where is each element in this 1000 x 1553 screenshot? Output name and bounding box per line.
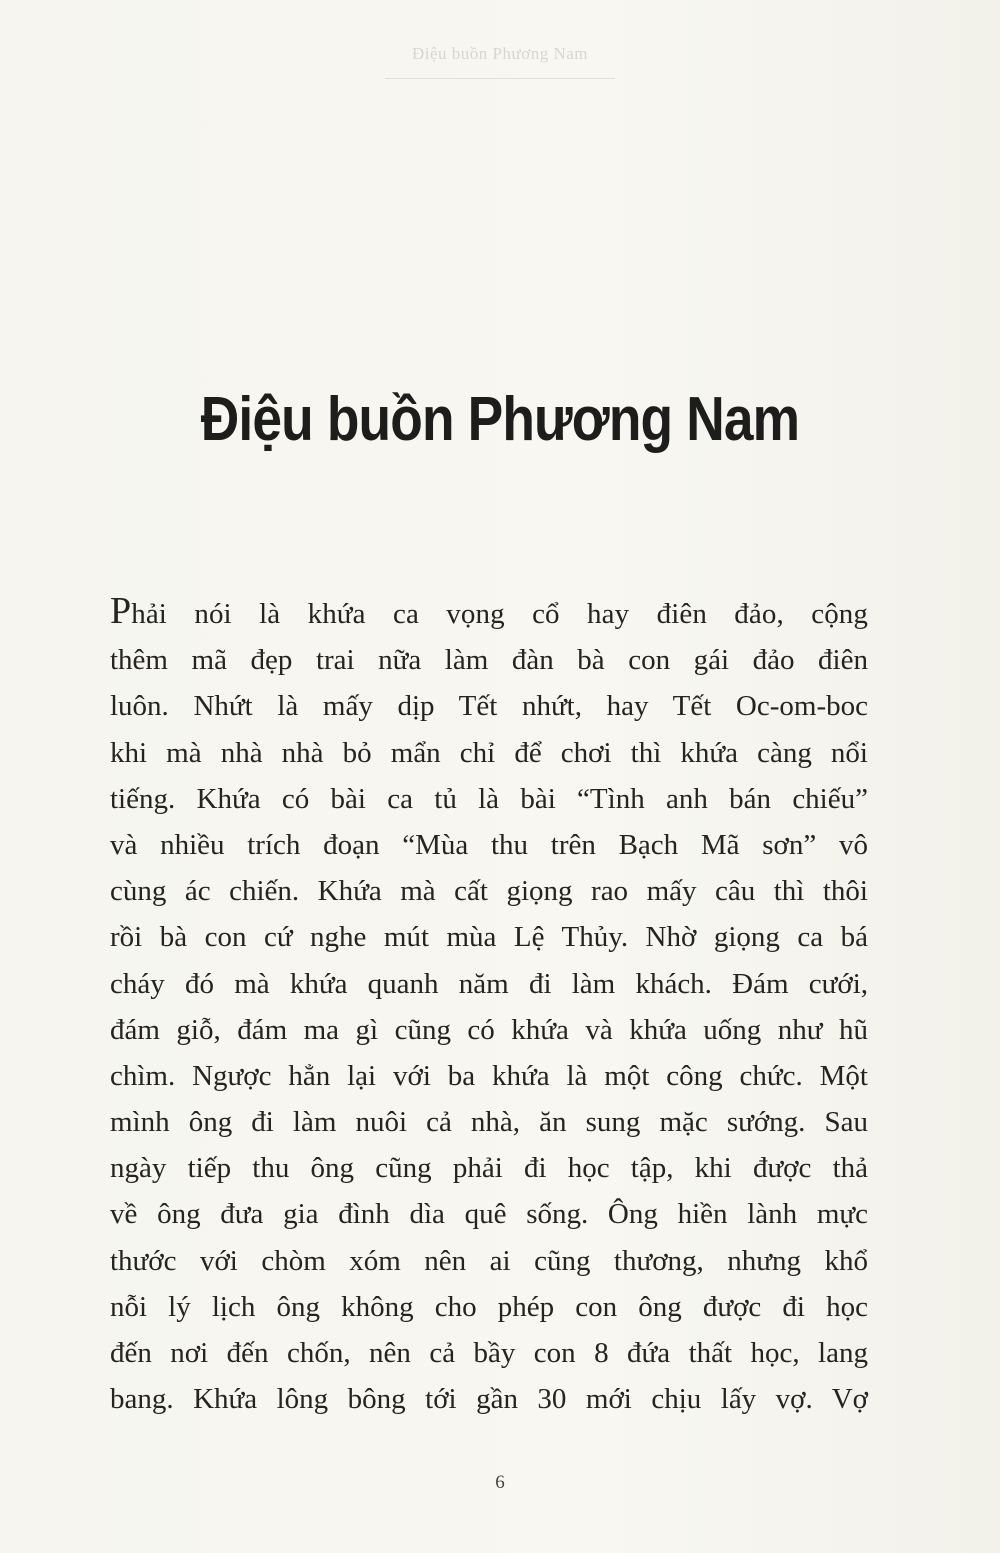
text-line: Phải nói là khứa ca vọng cổ hay điên đảo, cộng (110, 590, 868, 632)
page-number: 6 (495, 1472, 505, 1493)
text-line: luôn. Nhứt là mấy dịp Tết nhứt, hay Tết Oc-om-boc (110, 690, 868, 723)
body-paragraph (110, 591, 868, 1422)
text-line: thêm mã đẹp trai nữa làm đàn bà con gái đảo điên (110, 644, 868, 677)
text-line: đám giỗ, đám ma gì cũng có khứa và khứa uống như hũ (110, 1013, 868, 1046)
text-line: khi mà nhà nhà bỏ mẩn chỉ để chơi thì khứa càng nổi (110, 736, 868, 769)
chapter-title: Điệu buồn Phương Nam (200, 385, 800, 454)
text-line: mình ông đi làm nuôi cả nhà, ăn sung mặc sướng. Sau (110, 1106, 868, 1139)
text-line: rồi bà con cứ nghe mút mùa Lệ Thủy. Nhờ giọng ca bá (110, 921, 868, 954)
text-line: bang. Khứa lông bông tới gần 30 mới chịu lấy vợ. Vợ (110, 1383, 868, 1416)
text-line: cháy đó mà khứa quanh năm đi làm khách. Đám cưới, (110, 967, 868, 1000)
initial-letter: P (110, 590, 132, 632)
text-line: chìm. Ngược hẳn lại với ba khứa là một công chức. Một (110, 1059, 868, 1092)
text-line: thước với chòm xóm nên ai cũng thương, nhưng khổ (110, 1244, 868, 1277)
header-rule (385, 78, 615, 79)
text-line: tiếng. Khứa có bài ca tủ là bài “Tình anh bán chiếu” (110, 782, 868, 815)
text-line: cùng ác chiến. Khứa mà cất giọng rao mấy câu thì thôi (110, 875, 868, 908)
text-line: đến nơi đến chốn, nên cả bầy con 8 đứa thất học, lang (110, 1337, 868, 1369)
text-line: và nhiều trích đoạn “Mùa thu trên Bạch Mã sơn” vô (110, 828, 868, 861)
running-header: Điệu buồn Phương Nam (412, 44, 588, 63)
text-line: ngày tiếp thu ông cũng phải đi học tập, khi được thả (110, 1152, 868, 1185)
text-line: về ông đưa gia đình dìa quê sống. Ông hiền lành mực (110, 1198, 868, 1231)
text-line: nỗi lý lịch ông không cho phép con ông được đi học (110, 1290, 868, 1323)
